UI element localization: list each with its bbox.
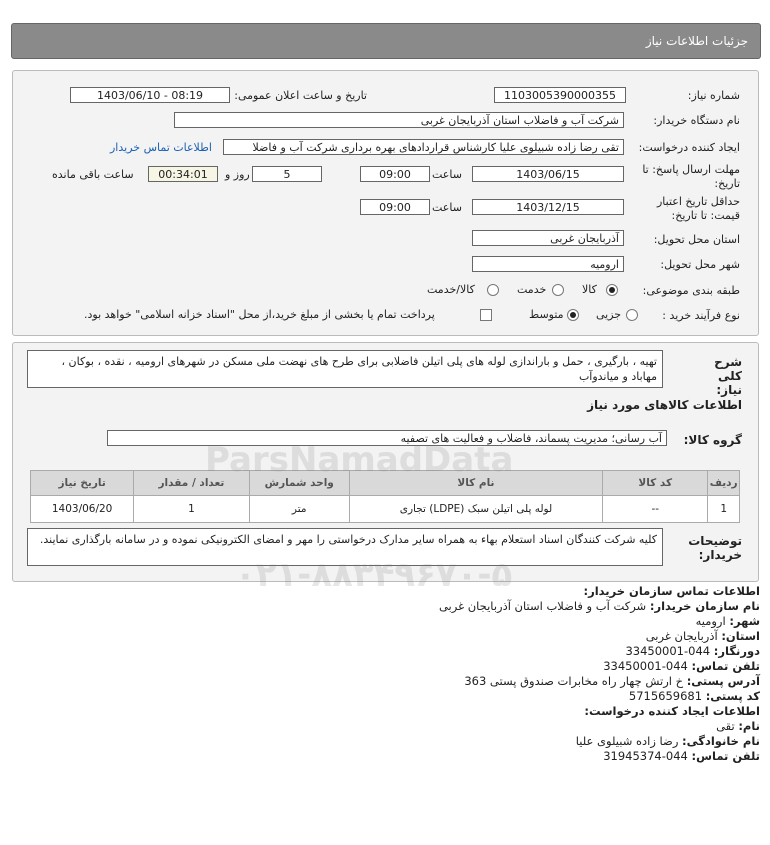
reply-deadline-label: مهلت ارسال پاسخ: تا تاریخ: xyxy=(642,163,740,190)
contact-org-row xyxy=(439,599,760,613)
need-number-field: 1103005390000355 xyxy=(494,87,626,103)
process-partial-label: جزیی xyxy=(596,308,622,321)
contact-title: اطلاعات تماس سازمان خریدار: xyxy=(583,584,760,598)
need-number-label: شماره نیاز: xyxy=(687,89,740,102)
contact-fax-label: دورنگار: xyxy=(713,644,760,658)
category-goods-service-radio[interactable] xyxy=(487,284,499,296)
category-service-label: خدمت xyxy=(517,283,547,296)
buyer-org-field: شرکت آب و فاضلاب استان آذربایجان غربی xyxy=(174,112,624,128)
process-medium-radio[interactable] xyxy=(567,309,579,321)
city-label: شهر محل تحویل: xyxy=(660,258,740,271)
cell-goods-code: -- xyxy=(603,496,708,523)
validity-date-field: 1403/12/15 xyxy=(472,199,624,215)
cell-row-number: 1 xyxy=(708,496,740,523)
goods-group-field: آب رسانی؛ مدیریت پسماند، فاضلاب و فعالیت های تصفیه xyxy=(107,430,667,446)
creator-family: رضا زاده شبیلوی علیا xyxy=(575,734,679,748)
col-quantity: تعداد / مقدار xyxy=(134,471,249,496)
reply-date-field: 1403/06/15 xyxy=(472,166,624,182)
validity-label: حداقل تاریخ اعتبار قیمت: تا تاریخ: xyxy=(656,195,740,222)
goods-info-title: اطلاعات کالاهای مورد نیاز xyxy=(587,398,742,412)
contact-postal: 5715659681 xyxy=(628,689,703,703)
creator-family-label: نام خانوادگی: xyxy=(682,734,760,748)
buyer-notes-label: توضیحات خریدار: xyxy=(688,534,742,562)
contact-phone: 044-33450001 xyxy=(603,659,688,673)
creator-label: ایجاد کننده درخواست: xyxy=(638,141,740,154)
table-header-row xyxy=(31,471,740,496)
category-goods-label: کالا xyxy=(582,283,597,296)
col-goods-code: کد کالا xyxy=(603,471,708,496)
contact-address-row xyxy=(464,674,760,688)
creator-name: تقی xyxy=(716,719,735,733)
contact-org-label: نام سازمان خریدار: xyxy=(649,599,760,613)
process-label: نوع فرآیند خرید : xyxy=(662,309,740,322)
contact-org: شرکت آب و فاضلاب استان آذربایجان غربی xyxy=(438,599,647,613)
validity-time-label: ساعت xyxy=(432,201,462,214)
remaining-label: ساعت باقی مانده xyxy=(52,168,134,181)
goods-group-label: گروه کالا: xyxy=(683,433,742,447)
contact-fax: 044-33450001 xyxy=(625,644,711,658)
creator-family-row xyxy=(576,734,760,748)
contact-fax-row xyxy=(625,644,760,658)
contact-postal-label: کد پستی: xyxy=(705,689,760,703)
creator-phone: 044-31945374 xyxy=(603,749,688,763)
process-partial-radio[interactable] xyxy=(626,309,638,321)
table-row xyxy=(31,496,740,523)
creator-phone-row xyxy=(603,749,760,763)
description-box: تهیه ، بارگیری ، حمل و باراندازی لوله های پلی اتیلن فاضلابی برای طرح های نهضت ملی مسکن در شهرهای ارومیه ، نقده ، بوکان ، مهاباد و میاندوآب xyxy=(27,350,663,388)
contact-city-label: شهر: xyxy=(729,614,760,628)
contact-phone-row xyxy=(603,659,760,673)
announce-label: تاریخ و ساعت اعلان عمومی: xyxy=(234,89,367,102)
page-header xyxy=(11,23,761,59)
days-field: 5 xyxy=(252,166,322,182)
creator-name-row xyxy=(716,719,760,733)
province-field: آذربایجان غربی xyxy=(472,230,624,246)
creator-phone-label: تلفن تماس: xyxy=(691,749,760,763)
col-need-date: تاریخ نیاز xyxy=(31,471,134,496)
reply-time-label: ساعت xyxy=(432,168,462,181)
payment-note: پرداخت تمام یا بخشی از مبلغ خرید،از محل "اسناد خزانه اسلامی" خواهد بود. xyxy=(84,308,435,321)
validity-time-field: 09:00 xyxy=(360,199,430,215)
contact-postal-row xyxy=(629,689,760,703)
province-label: استان محل تحویل: xyxy=(653,233,740,246)
contact-province-row xyxy=(646,629,760,643)
contact-address-label: آدرس پستی: xyxy=(686,674,760,688)
treasury-payment-checkbox[interactable] xyxy=(480,309,492,321)
page-title: جزئیات اطلاعات نیاز xyxy=(645,34,748,48)
contact-address: خ ارتش چهار راه مخابرات صندوق پستی 363 xyxy=(464,674,684,688)
buyer-contact-link[interactable]: اطلاعات تماس خریدار xyxy=(110,141,212,154)
contact-province: آذربایجان غربی xyxy=(645,629,718,643)
announce-field: 1403/06/10 - 08:19 xyxy=(70,87,230,103)
col-goods-name: نام کالا xyxy=(349,471,602,496)
buyer-org-label: نام دستگاه خریدار: xyxy=(653,114,740,127)
contact-province-label: استان: xyxy=(721,629,760,643)
category-goods-service-label: کالا/خدمت xyxy=(427,283,475,296)
contact-city: ارومیه xyxy=(695,614,726,628)
cell-goods-name: لوله پلی اتیلن سبک (LDPE) تجاری xyxy=(349,496,602,523)
creator-name-label: نام: xyxy=(738,719,760,733)
cell-unit: متر xyxy=(249,496,349,523)
goods-table xyxy=(30,470,740,523)
reply-time-field: 09:00 xyxy=(360,166,430,182)
process-medium-label: متوسط xyxy=(529,308,564,321)
cell-quantity: 1 xyxy=(134,496,249,523)
contact-phone-label: تلفن تماس: xyxy=(691,659,760,673)
col-unit: واحد شمارش xyxy=(249,471,349,496)
creator-info-title: اطلاعات ایجاد کننده درخواست: xyxy=(584,704,760,718)
category-goods-radio[interactable] xyxy=(606,284,618,296)
remaining-time-field: 00:34:01 xyxy=(148,166,218,182)
cell-need-date: 1403/06/20 xyxy=(31,496,134,523)
creator-field: تقی رضا زاده شبیلوی علیا کارشناس قراردادهای بهره برداری شرکت آب و فاضلا xyxy=(223,139,624,155)
city-field: ارومیه xyxy=(472,256,624,272)
contact-city-row xyxy=(696,614,760,628)
category-label: طبقه بندی موضوعی: xyxy=(642,284,740,297)
col-row-number: ردیف xyxy=(708,471,740,496)
description-label: شرح کلی نیاز: xyxy=(714,355,742,397)
buyer-notes-box: کلیه شرکت کنندگان اسناد استعلام بهاء به همراه سایر مدارک درخواستی را مهر و امضای الکترونیکی نموده و در سامانه بارگذاری نمایند. xyxy=(27,528,663,566)
days-label: روز و xyxy=(225,168,250,181)
category-service-radio[interactable] xyxy=(552,284,564,296)
